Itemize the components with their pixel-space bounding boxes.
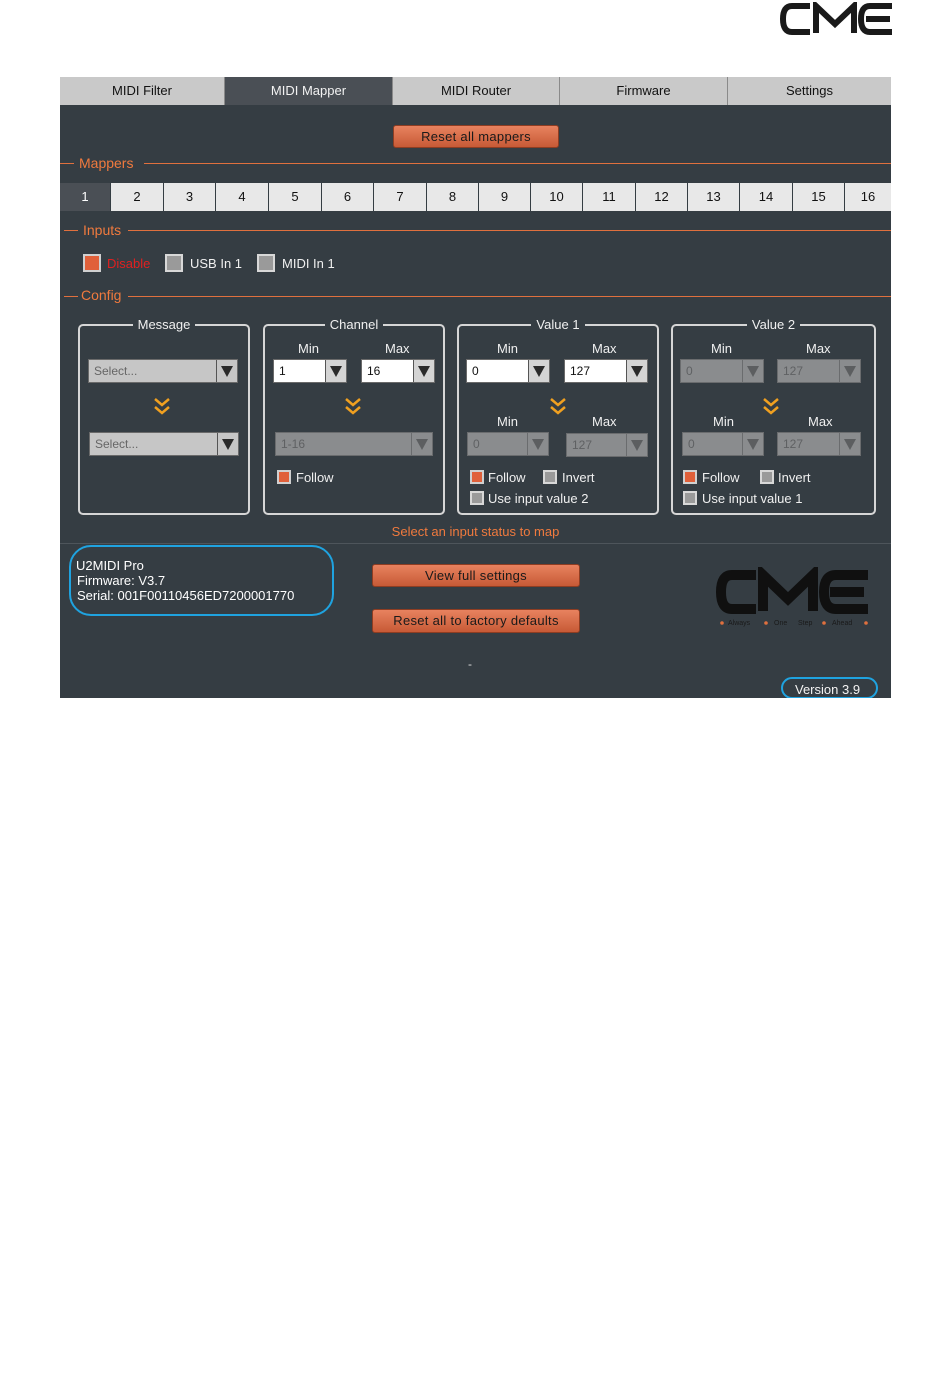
value2-max-label: Max (806, 341, 831, 356)
mapper-button-1[interactable]: 1 (60, 183, 110, 211)
value1-out-min-label: Min (497, 414, 518, 429)
mapper-button-14[interactable]: 14 (740, 183, 792, 211)
inputs-divider-right (128, 230, 891, 231)
logo-tagline-always: Always (728, 620, 751, 627)
reset-all-mappers-button[interactable]: Reset all mappers (393, 125, 559, 148)
device-firmware: Firmware: V3.7 (77, 573, 166, 588)
value1-group-title: Value 1 (531, 317, 584, 332)
input-disable-checkbox[interactable] (83, 254, 101, 272)
value2-out-min-select[interactable] (682, 432, 764, 456)
value2-group (671, 317, 876, 515)
mapper-selector (60, 183, 891, 211)
channel-group-title: Channel (325, 317, 383, 332)
mapper-button-15[interactable]: 15 (793, 183, 844, 211)
channel-max-value: 16 (367, 364, 381, 378)
inputs-divider-left (64, 230, 78, 231)
tab-settings[interactable]: Settings (728, 77, 891, 105)
value2-out-max-label: Max (808, 414, 833, 429)
mapper-button-5[interactable]: 5 (269, 183, 321, 211)
chevron-down-icon (217, 433, 238, 455)
chevron-down-icon (742, 360, 763, 382)
mapper-button-8[interactable]: 8 (427, 183, 478, 211)
reset-factory-defaults-button[interactable]: Reset all to factory defaults (372, 609, 580, 633)
channel-max-label: Max (385, 341, 410, 356)
value1-min-select[interactable] (466, 359, 550, 383)
mapper-button-2[interactable]: 2 (111, 183, 163, 211)
mapper-button-3[interactable]: 3 (164, 183, 215, 211)
value1-use-input-label: Use input value 2 (488, 491, 589, 506)
mapper-button-11[interactable]: 11 (583, 183, 635, 211)
tab-midi-filter[interactable]: MIDI Filter (60, 77, 225, 105)
input-usb-in-1-label: USB In 1 (190, 256, 243, 271)
mappers-divider-right (144, 163, 891, 164)
value1-out-max-value: 127 (572, 438, 593, 452)
channel-follow-label: Follow (296, 470, 334, 485)
value2-min-select[interactable] (680, 359, 764, 383)
value2-out-min-label: Min (713, 414, 734, 429)
value2-max-select[interactable] (777, 359, 861, 383)
footer-divider (60, 543, 891, 544)
tab-midi-mapper[interactable]: MIDI Mapper (225, 77, 393, 105)
input-midi-in-1-checkbox[interactable] (257, 254, 275, 272)
message-group-title: Message (133, 317, 196, 332)
channel-follow-checkbox[interactable] (277, 470, 291, 484)
chevron-down-icon (325, 360, 346, 382)
app-window (60, 77, 891, 698)
view-full-settings-button[interactable]: View full settings (372, 564, 580, 587)
value1-out-max-select[interactable] (566, 433, 648, 457)
channel-min-label: Min (298, 341, 319, 356)
value1-min-label: Min (497, 341, 518, 356)
value2-follow-label: Follow (702, 470, 740, 485)
value1-invert-checkbox[interactable] (543, 470, 557, 484)
device-name: U2MIDI Pro (76, 558, 144, 573)
value1-invert-label: Invert (562, 470, 595, 485)
value1-follow-checkbox[interactable] (470, 470, 484, 484)
chevron-down-icon (839, 433, 860, 455)
chevron-down-icon (411, 433, 432, 455)
chevron-down-icon (839, 360, 860, 382)
double-chevron-down-icon (761, 396, 781, 416)
channel-to-select[interactable] (275, 432, 433, 456)
value2-use-input-checkbox[interactable] (683, 491, 697, 505)
value1-max-select[interactable] (564, 359, 648, 383)
value2-min-value: 0 (686, 364, 693, 378)
channel-group (263, 317, 445, 515)
value2-invert-label: Invert (778, 470, 811, 485)
device-serial: Serial: 001F00110456ED7200001770 (77, 588, 295, 603)
value2-use-input-label: Use input value 1 (702, 491, 803, 506)
chevron-down-icon (527, 433, 548, 455)
mappers-divider-left (60, 163, 74, 164)
footer-dash: - (468, 657, 472, 671)
chevron-down-icon (742, 433, 763, 455)
input-disable-label: Disable (107, 256, 151, 271)
message-to-select[interactable] (89, 432, 239, 456)
tab-midi-router[interactable]: MIDI Router (393, 77, 560, 105)
double-chevron-down-icon (343, 396, 363, 416)
chevron-down-icon (528, 360, 549, 382)
value1-use-input-checkbox[interactable] (470, 491, 484, 505)
input-midi-in-1-label: MIDI In 1 (282, 256, 335, 271)
inputs-section-title: Inputs (83, 222, 122, 238)
message-group (78, 317, 250, 515)
value2-invert-checkbox[interactable] (760, 470, 774, 484)
message-from-select[interactable] (88, 359, 238, 383)
input-usb-in-1-checkbox[interactable] (165, 254, 183, 272)
message-from-value: Select... (94, 364, 138, 378)
value2-out-min-value: 0 (688, 437, 695, 451)
value1-follow-label: Follow (488, 470, 526, 485)
channel-min-select[interactable] (273, 359, 347, 383)
value2-max-value: 127 (783, 364, 804, 378)
channel-max-select[interactable] (361, 359, 435, 383)
version-label: Version 3.9 (795, 682, 861, 697)
value2-follow-checkbox[interactable] (683, 470, 697, 484)
value2-min-label: Min (711, 341, 732, 356)
tab-bar (60, 77, 891, 105)
logo-tagline-one: One (774, 620, 788, 627)
chevron-down-icon (626, 360, 647, 382)
value1-out-min-select[interactable] (467, 432, 549, 456)
value2-out-max-select[interactable] (777, 432, 861, 456)
chevron-down-icon (216, 360, 237, 382)
mapper-button-12[interactable]: 12 (636, 183, 687, 211)
config-divider-left (64, 296, 78, 297)
double-chevron-down-icon (548, 396, 568, 416)
config-divider-right (128, 296, 891, 297)
message-to-value: Select... (95, 437, 139, 451)
mapper-button-7[interactable]: 7 (374, 183, 426, 211)
channel-to-value: 1-16 (281, 437, 306, 451)
logo-tagline-step: Step (798, 620, 813, 627)
value1-out-min-value: 0 (473, 437, 480, 451)
mapper-button-4[interactable]: 4 (216, 183, 268, 211)
mapper-button-16[interactable]: 16 (845, 183, 891, 211)
mapper-button-10[interactable]: 10 (531, 183, 582, 211)
value2-group-title: Value 2 (747, 317, 800, 332)
value1-max-value: 127 (570, 364, 591, 378)
mapper-button-6[interactable]: 6 (322, 183, 373, 211)
config-section-title: Config (81, 287, 122, 303)
cme-logo (716, 567, 872, 627)
chevron-down-icon (626, 434, 647, 456)
logo-tagline-ahead: Ahead (832, 620, 853, 627)
value1-min-value: 0 (472, 364, 479, 378)
mappers-section-title: Mappers (79, 155, 134, 171)
mapper-button-13[interactable]: 13 (688, 183, 739, 211)
value2-out-max-value: 127 (783, 437, 804, 451)
channel-min-value: 1 (279, 364, 286, 378)
double-chevron-down-icon (152, 396, 172, 416)
tab-firmware[interactable]: Firmware (560, 77, 728, 105)
value1-out-max-label: Max (592, 414, 617, 429)
status-message: Select an input status to map (391, 524, 560, 539)
value1-max-label: Max (592, 341, 617, 356)
cme-logo-top (780, 2, 895, 36)
mapper-button-9[interactable]: 9 (479, 183, 530, 211)
value1-group (457, 317, 659, 515)
chevron-down-icon (413, 360, 434, 382)
